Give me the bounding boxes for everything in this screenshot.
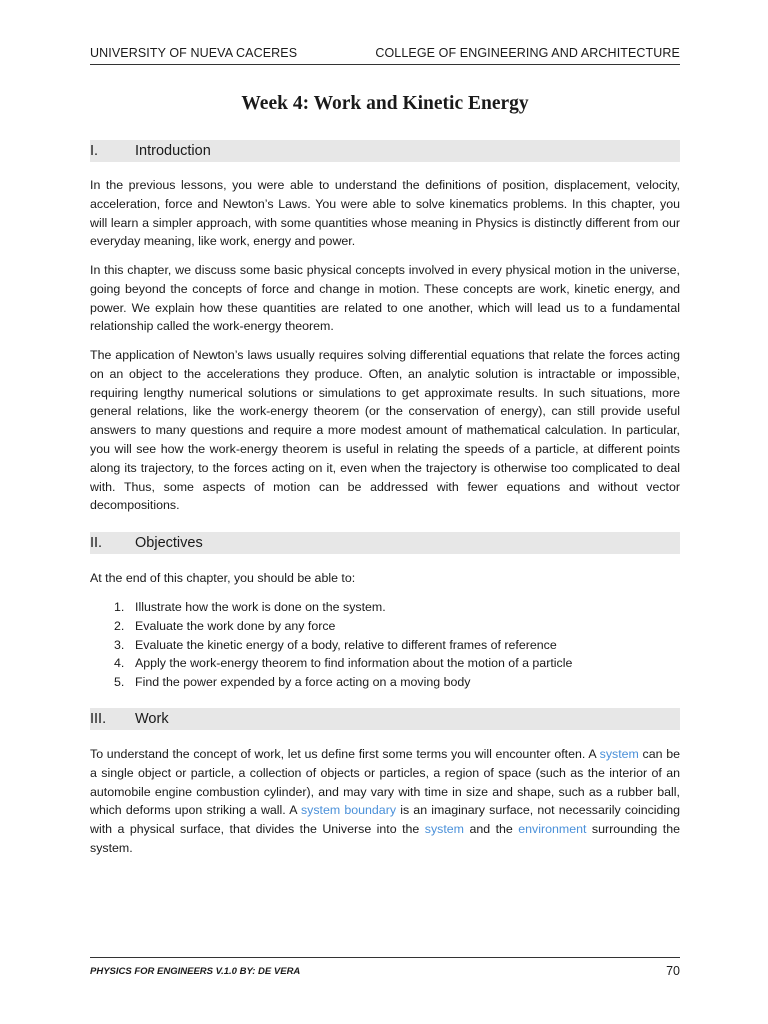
section-label: Introduction xyxy=(135,143,211,159)
objectives-lead: At the end of this chapter, you should be able to: xyxy=(90,571,356,585)
section-number: II. xyxy=(90,535,103,551)
term-system: system xyxy=(424,822,465,837)
page-number: 70 xyxy=(666,964,680,978)
term-system: system xyxy=(599,747,639,761)
list-item: 2. Evaluate the work done by any force xyxy=(114,618,336,633)
page-title: Week 4: Work and Kinetic Energy xyxy=(241,93,529,114)
list-item: 4. Apply the work-energy theorem to find information about the motion of a particle xyxy=(114,656,573,671)
section-heading-work xyxy=(90,708,680,730)
intro-paragraph-1: In the previous lessons, you were able to understand the definitions of position, displacement, velocity, acceleration, force and Newton’s Laws. You were able to solve kinematics problems. In this chapter, you will learn a simpler approach, with some quantities whose meaning in Physics is distinctly different from our everyday meaning, like work, energy and power. xyxy=(90,178,680,249)
list-item: 1. Illustrate how the work is done on the system. xyxy=(114,600,386,614)
work-paragraph-1: To understand the concept of work, let us define first some terms you will encounter often. A system can be a single object or particle, a collection of objects or particles, a region of space (such as the interior of an automobile engine combustion cylinder), and may vary with time in size and shape, such as a rubber ball, which deforms upon striking a wall. A system boundary is an imaginary surface, not necessarily coinciding with a physical surface, that divides the Universe into the system and the environment surrounding the system. xyxy=(90,747,681,855)
list-item: 5. Find the power expended by a force acting on a moving body xyxy=(114,675,471,690)
page-header xyxy=(90,46,680,65)
page-footer xyxy=(90,957,680,978)
intro-paragraph-3: The application of Newton’s laws usually requires solving differential equations that relate the forces acting on an object to the accelerations they produce. Often, an analytic solution is intractable or impossible, requiring lengthy numerical solutions or simulations to get approximate results. In such situations, more general relations, like the work-energy theorem (or the conservation of energy), can still provide useful answers to many questions and require a more modest amount of mathematical calculation. In particular, you will see how the work-energy theorem is useful in relating the speeds of a particle, at different points along its trajectory, to the forces acting on it, even when the trajectory is otherwise too complicated to deal with. Thus, some aspects of motion can be addressed with fewer equations and without vector decompositions. xyxy=(90,348,680,513)
section-number: III. xyxy=(90,711,107,727)
footer-course: PHYSICS FOR ENGINEERS V.1.0 BY: DE VERA xyxy=(90,965,301,977)
header-college: COLLEGE OF ENGINEERING AND ARCHITECTURE xyxy=(375,46,680,60)
list-item: 3. Evaluate the kinetic energy of a body, relative to different frames of reference xyxy=(114,637,557,652)
term-environment: environment xyxy=(518,822,587,837)
intro-paragraph-2: In this chapter, we discuss some basic physical concepts involved in every physical motion in the universe, going beyond the concepts of force and change in motion. These concepts are work, kinetic energy, and power. We explain how these quantities are related to one another, which will lead us to a fundamental relationship called the work-energy theorem. xyxy=(90,263,680,334)
section-heading-objectives xyxy=(90,532,680,554)
section-heading-introduction xyxy=(90,140,680,162)
objectives-list xyxy=(114,598,674,692)
section-label: Objectives xyxy=(135,535,203,551)
header-university: UNIVERSITY OF NUEVA CACERES xyxy=(90,46,298,60)
term-system-boundary: system boundary xyxy=(300,803,397,818)
section-number: I. xyxy=(90,143,99,159)
section-label: Work xyxy=(135,711,169,727)
